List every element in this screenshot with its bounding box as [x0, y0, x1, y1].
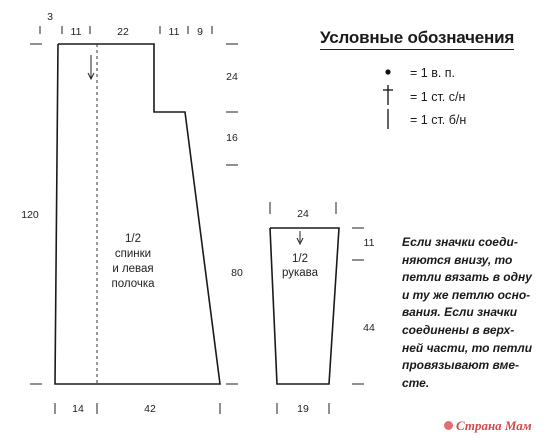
- body-label-line-2: спинки: [114, 248, 152, 260]
- note-line: и ту же петлю осно-: [402, 287, 531, 302]
- note-line: ней части, то петли: [402, 340, 533, 355]
- legend-title: Условные обозначения: [320, 28, 514, 50]
- body-right-ticks: [226, 44, 238, 384]
- instruction-note: [402, 234, 536, 392]
- body-bottom-dim-2: 42: [144, 403, 156, 415]
- note-line: няются внизу, то: [402, 252, 513, 267]
- body-right-dim-3: 80: [231, 267, 243, 279]
- body-top-dim-1: 3: [47, 11, 53, 23]
- body-piece-outline: [55, 44, 220, 384]
- sleeve-top-dim: 24: [297, 208, 309, 220]
- body-top-dim-4: 11: [168, 26, 180, 38]
- watermark-logo-icon: [444, 421, 453, 430]
- legend-item-sc: = 1 ст. б/н: [410, 113, 467, 127]
- body-top-dim-3: 22: [117, 26, 129, 38]
- note-line: провязывают вме-: [402, 358, 519, 373]
- vertical-stitch-icon: [380, 108, 396, 130]
- body-top-dim-5: 9: [197, 26, 203, 38]
- sleeve-piece-outline: [270, 228, 339, 384]
- dot-icon: [382, 66, 398, 80]
- body-right-dim-1: 24: [226, 71, 238, 83]
- body-bottom-dim-1: 14: [72, 403, 84, 415]
- cross-stitch-icon: [380, 84, 396, 106]
- sleeve-bottom-dim: 19: [297, 403, 309, 415]
- body-label-line-1: 1/2: [125, 233, 141, 245]
- note-line: Если значки соеди-: [402, 235, 518, 249]
- body-top-dim-2: 11: [70, 26, 82, 38]
- sleeve-right-dim-2: 44: [363, 322, 375, 334]
- note-line: петли вязать в одну: [402, 270, 532, 285]
- sleeve-right-ticks: [352, 228, 364, 384]
- legend-item-dc: = 1 ст. с/н: [410, 90, 466, 104]
- body-right-dim-2: 16: [226, 132, 238, 144]
- note-line: сте.: [402, 375, 430, 390]
- sleeve-label-line-2: рукава: [281, 267, 319, 279]
- sleeve-label-line-1: 1/2: [292, 253, 308, 265]
- note-line: соединены в верх-: [402, 322, 515, 337]
- note-line: вания. Если значки: [402, 305, 518, 320]
- sleeve-right-dim-1: 11: [363, 237, 375, 249]
- watermark: Страна Мам: [456, 418, 532, 433]
- body-label-line-4: полочка: [111, 278, 155, 290]
- body-left-dim: 120: [21, 209, 39, 221]
- legend-item-chain: = 1 в. п.: [410, 66, 456, 80]
- body-label-line-3: и левая: [112, 263, 154, 275]
